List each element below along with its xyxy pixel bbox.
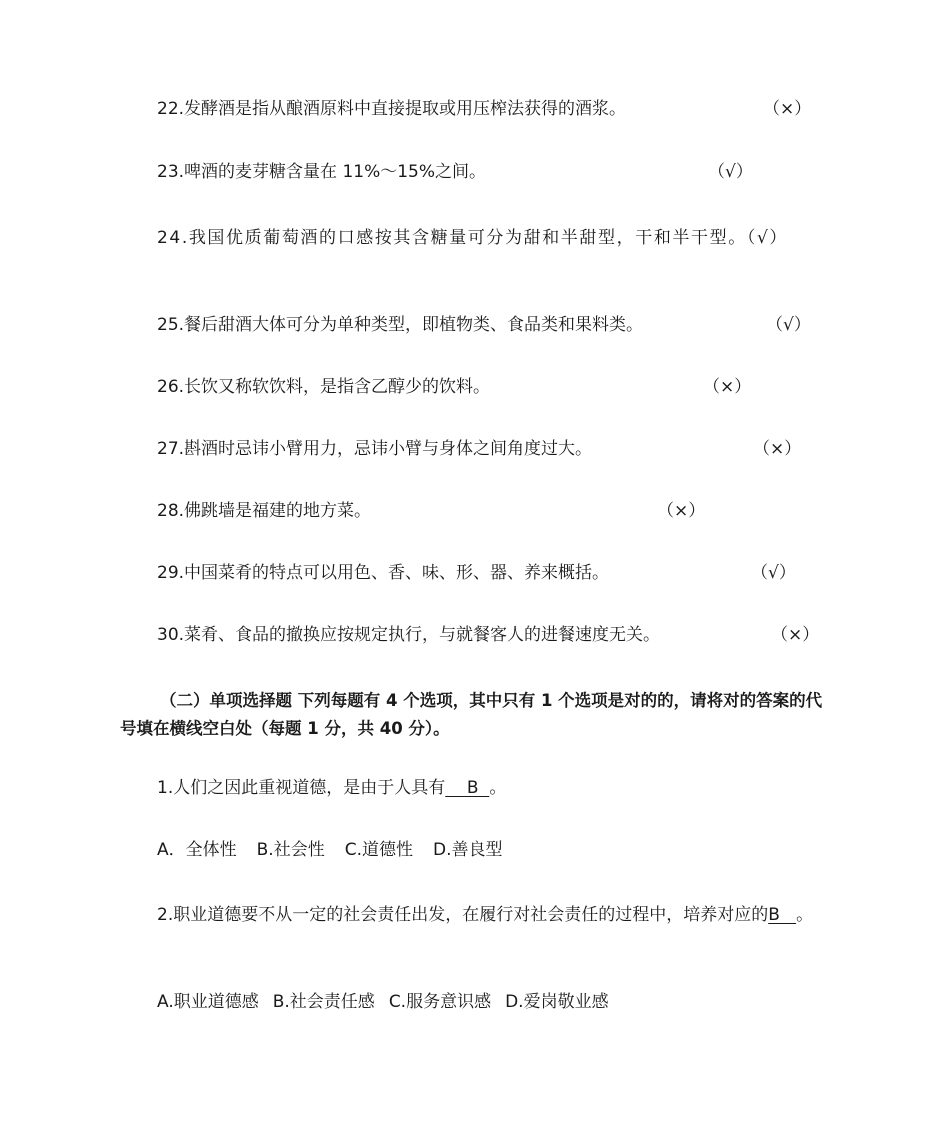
question-24-mark: （√） xyxy=(746,228,788,248)
choice-1-option-c: C.道德性 xyxy=(344,840,413,860)
question-27-mark: （×） xyxy=(753,439,802,459)
question-24-text: 24.我国优质葡萄酒的口感按其含糖量可分为甜和半甜型，干和半干型。 xyxy=(157,228,747,248)
choice-2-answer: B xyxy=(768,905,797,925)
question-30-text: 30.菜肴、食品的撤换应按规定执行，与就餐客人的进餐速度无关。 xyxy=(157,625,661,645)
choice-question-2 xyxy=(120,901,832,929)
question-22-text: 22.发酵酒是指从酿酒原料中直接提取或用压榨法获得的酒浆。 xyxy=(157,99,627,119)
section-heading: （二）单项选择题 下列每题有 4 个选项，其中只有 1 个选项是对的的，请将对的答案的代号填在横线空白处（每题 1 分，共 40 分）。 xyxy=(120,691,823,738)
question-26-mark: （×） xyxy=(703,377,752,397)
choice-2-option-a: A.职业道德感 xyxy=(157,992,259,1012)
question-30-mark: （×） xyxy=(771,625,820,645)
choice-1-option-b: B.社会性 xyxy=(256,840,325,860)
choice-2-options xyxy=(157,990,609,1014)
question-27-text: 27.斟酒时忌讳小臂用力，忌讳小臂与身体之间角度过大。 xyxy=(157,439,593,459)
choice-1-answer: B xyxy=(445,778,490,798)
choice-2-option-c: C.服务意识感 xyxy=(388,992,492,1012)
choice-2-stem-end: 。 xyxy=(796,905,814,925)
question-22-mark: （×） xyxy=(763,99,812,119)
choice-2-option-d: D.爱岗敬业感 xyxy=(505,992,609,1012)
question-29-text: 29.中国菜肴的特点可以用色、香、味、形、器、养来概括。 xyxy=(157,563,610,583)
question-23-mark: （√） xyxy=(708,162,753,182)
question-29-mark: （√） xyxy=(751,563,796,583)
choice-question-1 xyxy=(157,776,506,800)
question-25-text: 25.餐后甜酒大体可分为单种类型，即植物类、食品类和果料类。 xyxy=(157,315,644,335)
choice-2-stem: 2.职业道德要不从一定的社会责任出发，在履行对社会责任的过程中，培养对应的 xyxy=(157,905,769,925)
question-26-text: 26.长饮又称软饮料，是指含乙醇少的饮料。 xyxy=(157,377,491,397)
choice-2-option-b: B.社会责任感 xyxy=(272,992,375,1012)
question-28-mark: （×） xyxy=(657,501,706,521)
choice-1-option-a: A．全体性 xyxy=(157,840,237,860)
choice-1-option-d: D.善良型 xyxy=(433,840,503,860)
question-24 xyxy=(120,224,830,252)
choice-1-options xyxy=(157,838,503,862)
choice-1-stem: 1.人们之因此重视道德，是由于人具有 xyxy=(157,778,446,798)
question-28-text: 28.佛跳墙是福建的地方菜。 xyxy=(157,501,372,521)
question-25-mark: （√） xyxy=(766,315,811,335)
choice-1-stem-end: 。 xyxy=(489,778,507,798)
question-23-text: 23.啤酒的麦芽糖含量在 11%～15%之间。 xyxy=(157,162,487,182)
